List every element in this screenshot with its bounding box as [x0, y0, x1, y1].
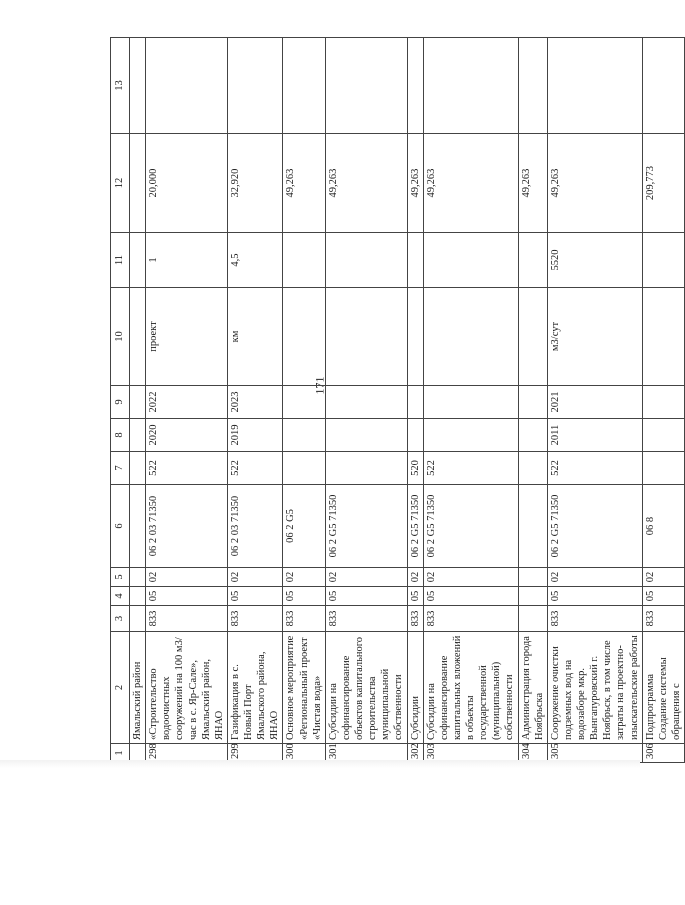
cell-c8: 2011 — [547, 419, 642, 452]
rotated-table-container — [110, 38, 682, 763]
cell-c8: 2020 — [146, 419, 228, 452]
header-cell: 9 — [111, 386, 130, 419]
cell-c9 — [407, 386, 423, 419]
header-cell: 12 — [111, 134, 130, 233]
region-label: Ямальский район — [130, 632, 146, 744]
cell-c7 — [518, 452, 547, 485]
cell-c7: 522 — [547, 452, 642, 485]
row-name: Субсидии на софинансирование капитальных вложений в объекты государственной (муниципальной) собственности — [423, 632, 518, 744]
cell-c13 — [325, 38, 407, 134]
cell-c9 — [283, 386, 325, 419]
cell-c9: 2023 — [227, 386, 283, 419]
cell-c11 — [518, 233, 547, 288]
cell-c6: 06 2 03 71350 — [146, 485, 228, 568]
table-cell — [130, 233, 146, 288]
table-row — [227, 38, 283, 763]
cell-c7: 520 — [407, 452, 423, 485]
cell-c5: 02 — [325, 568, 407, 587]
cell-c7: 522 — [227, 452, 283, 485]
row-number: 300 — [283, 744, 325, 763]
cell-c3: 833 — [146, 606, 228, 632]
row-number: 301 — [325, 744, 407, 763]
cell-c3: 833 — [547, 606, 642, 632]
cell-c13 — [423, 38, 518, 134]
row-name: Основное мероприятие «Региональный проект «Чистая вода» — [283, 632, 325, 744]
cell-c10 — [518, 288, 547, 386]
cell-c9: 2022 — [146, 386, 228, 419]
cell-c4: 05 — [283, 587, 325, 606]
cell-c10 — [325, 288, 407, 386]
cell-c10 — [423, 288, 518, 386]
scan-edge — [0, 760, 640, 768]
cell-c5: 02 — [407, 568, 423, 587]
table-cell — [130, 568, 146, 587]
cell-c4: 05 — [227, 587, 283, 606]
cell-c6: 06 2 G5 71350 — [407, 485, 423, 568]
cell-c11 — [423, 233, 518, 288]
table-row — [146, 38, 228, 763]
header-cell: 7 — [111, 452, 130, 485]
table-row — [642, 38, 684, 763]
cell-c5: 02 — [227, 568, 283, 587]
row-number: 306 — [642, 744, 684, 763]
cell-c13 — [227, 38, 283, 134]
table-cell — [130, 452, 146, 485]
cell-c8 — [325, 419, 407, 452]
cell-c13 — [518, 38, 547, 134]
region-row — [130, 38, 146, 763]
cell-c10 — [642, 288, 684, 386]
row-number: 304 — [518, 744, 547, 763]
header-row — [111, 38, 130, 763]
cell-c9 — [518, 386, 547, 419]
header-cell: 5 — [111, 568, 130, 587]
cell-c8 — [518, 419, 547, 452]
cell-c12: 20,000 — [146, 134, 228, 233]
cell-c10 — [283, 288, 325, 386]
cell-c12: 49,263 — [547, 134, 642, 233]
cell-c3: 833 — [325, 606, 407, 632]
cell-c12: 49,263 — [325, 134, 407, 233]
cell-c11 — [407, 233, 423, 288]
cell-c5: 02 — [146, 568, 228, 587]
cell-c6: 06 2 03 71350 — [227, 485, 283, 568]
header-cell: 1 — [111, 744, 130, 763]
cell-c7 — [283, 452, 325, 485]
cell-c4: 05 — [423, 587, 518, 606]
cell-c11: 5520 — [547, 233, 642, 288]
cell-c6: 06 2 G5 — [283, 485, 325, 568]
cell-c3: 833 — [227, 606, 283, 632]
row-number: 302 — [407, 744, 423, 763]
row-number: 299 — [227, 744, 283, 763]
cell-c11: 1 — [146, 233, 228, 288]
cell-c3: 833 — [407, 606, 423, 632]
cell-c6: 06 8 — [642, 485, 684, 568]
cell-c10: м3/сут — [547, 288, 642, 386]
table-row — [547, 38, 642, 763]
cell-c3: 833 — [283, 606, 325, 632]
cell-c7: 522 — [423, 452, 518, 485]
cell-c8: 2019 — [227, 419, 283, 452]
header-cell: 8 — [111, 419, 130, 452]
table-cell — [130, 485, 146, 568]
row-name: Субсидии — [407, 632, 423, 744]
cell-c12: 49,263 — [518, 134, 547, 233]
row-number: 305 — [547, 744, 642, 763]
cell-c11 — [283, 233, 325, 288]
cell-c4: 05 — [146, 587, 228, 606]
cell-c11 — [642, 233, 684, 288]
cell-c3 — [518, 606, 547, 632]
header-cell: 4 — [111, 587, 130, 606]
cell-c10: проект — [146, 288, 228, 386]
cell-c11 — [325, 233, 407, 288]
row-name: Газификация в с. Новый Порт Ямальского района, ЯНАО — [227, 632, 283, 744]
cell-c13 — [407, 38, 423, 134]
cell-c5 — [518, 568, 547, 587]
header-cell: 10 — [111, 288, 130, 386]
table-cell — [130, 134, 146, 233]
cell-c3: 833 — [642, 606, 684, 632]
cell-c8 — [283, 419, 325, 452]
row-number: 303 — [423, 744, 518, 763]
cell-c9 — [325, 386, 407, 419]
cell-c13 — [547, 38, 642, 134]
cell-c13 — [283, 38, 325, 134]
table-cell — [130, 38, 146, 134]
cell-c4 — [518, 587, 547, 606]
cell-c9: 2021 — [547, 386, 642, 419]
cell-c6: 06 2 G5 71350 — [423, 485, 518, 568]
table-cell — [130, 606, 146, 632]
cell-c8 — [423, 419, 518, 452]
page-number: 171 — [312, 376, 327, 395]
cell-c4: 05 — [325, 587, 407, 606]
table-cell — [130, 288, 146, 386]
cell-c12: 49,263 — [423, 134, 518, 233]
table-row — [423, 38, 518, 763]
header-cell: 3 — [111, 606, 130, 632]
header-cell: 2 — [111, 632, 130, 744]
cell-c4: 05 — [407, 587, 423, 606]
cell-c4: 05 — [642, 587, 684, 606]
header-cell: 6 — [111, 485, 130, 568]
cell-c7: 522 — [146, 452, 228, 485]
cell-c6: 06 2 G5 71350 — [325, 485, 407, 568]
cell-c5: 02 — [283, 568, 325, 587]
table-row — [407, 38, 423, 763]
cell-c9 — [423, 386, 518, 419]
row-name: Администрация города Ноябрьска — [518, 632, 547, 744]
cell-c5: 02 — [642, 568, 684, 587]
cell-c5: 02 — [547, 568, 642, 587]
table-row — [325, 38, 407, 763]
cell-c10: км — [227, 288, 283, 386]
table-row — [518, 38, 547, 763]
budget-table — [110, 37, 685, 763]
row-number: 298 — [146, 744, 228, 763]
table-cell — [130, 587, 146, 606]
header-cell: 13 — [111, 38, 130, 134]
row-name: Субсидии на софинансирование объектов капитального строительства муниципальной собственности — [325, 632, 407, 744]
cell-c12: 209,773 — [642, 134, 684, 233]
cell-c12: 49,263 — [283, 134, 325, 233]
table-row — [283, 38, 325, 763]
cell-c6 — [518, 485, 547, 568]
cell-c5: 02 — [423, 568, 518, 587]
cell-c10 — [407, 288, 423, 386]
header-cell: 11 — [111, 233, 130, 288]
row-name: Подпрограмма Создание системы обращения с — [642, 632, 684, 744]
cell-c8 — [642, 419, 684, 452]
cell-c7 — [642, 452, 684, 485]
cell-c3: 833 — [423, 606, 518, 632]
cell-c12: 49,263 — [407, 134, 423, 233]
cell-c7 — [325, 452, 407, 485]
row-name: «Строительство водоочистных сооружений на 100 м3/час в с. Яр-Сале», Ямальский район, ЯНАО — [146, 632, 228, 744]
row-name: Сооружение очистки подземных вод на водозаборе мкр. Вынгапуровский г. Ноябрьск, в том числе затраты на проектно-изыскательские работы — [547, 632, 642, 744]
cell-c9 — [642, 386, 684, 419]
cell-c6: 06 2 G5 71350 — [547, 485, 642, 568]
cell-c4: 05 — [547, 587, 642, 606]
cell-c13 — [146, 38, 228, 134]
cell-c11: 4,5 — [227, 233, 283, 288]
cell-c12: 32,920 — [227, 134, 283, 233]
table-cell — [130, 386, 146, 419]
cell-c8 — [407, 419, 423, 452]
cell-c13 — [642, 38, 684, 134]
table-cell — [130, 419, 146, 452]
